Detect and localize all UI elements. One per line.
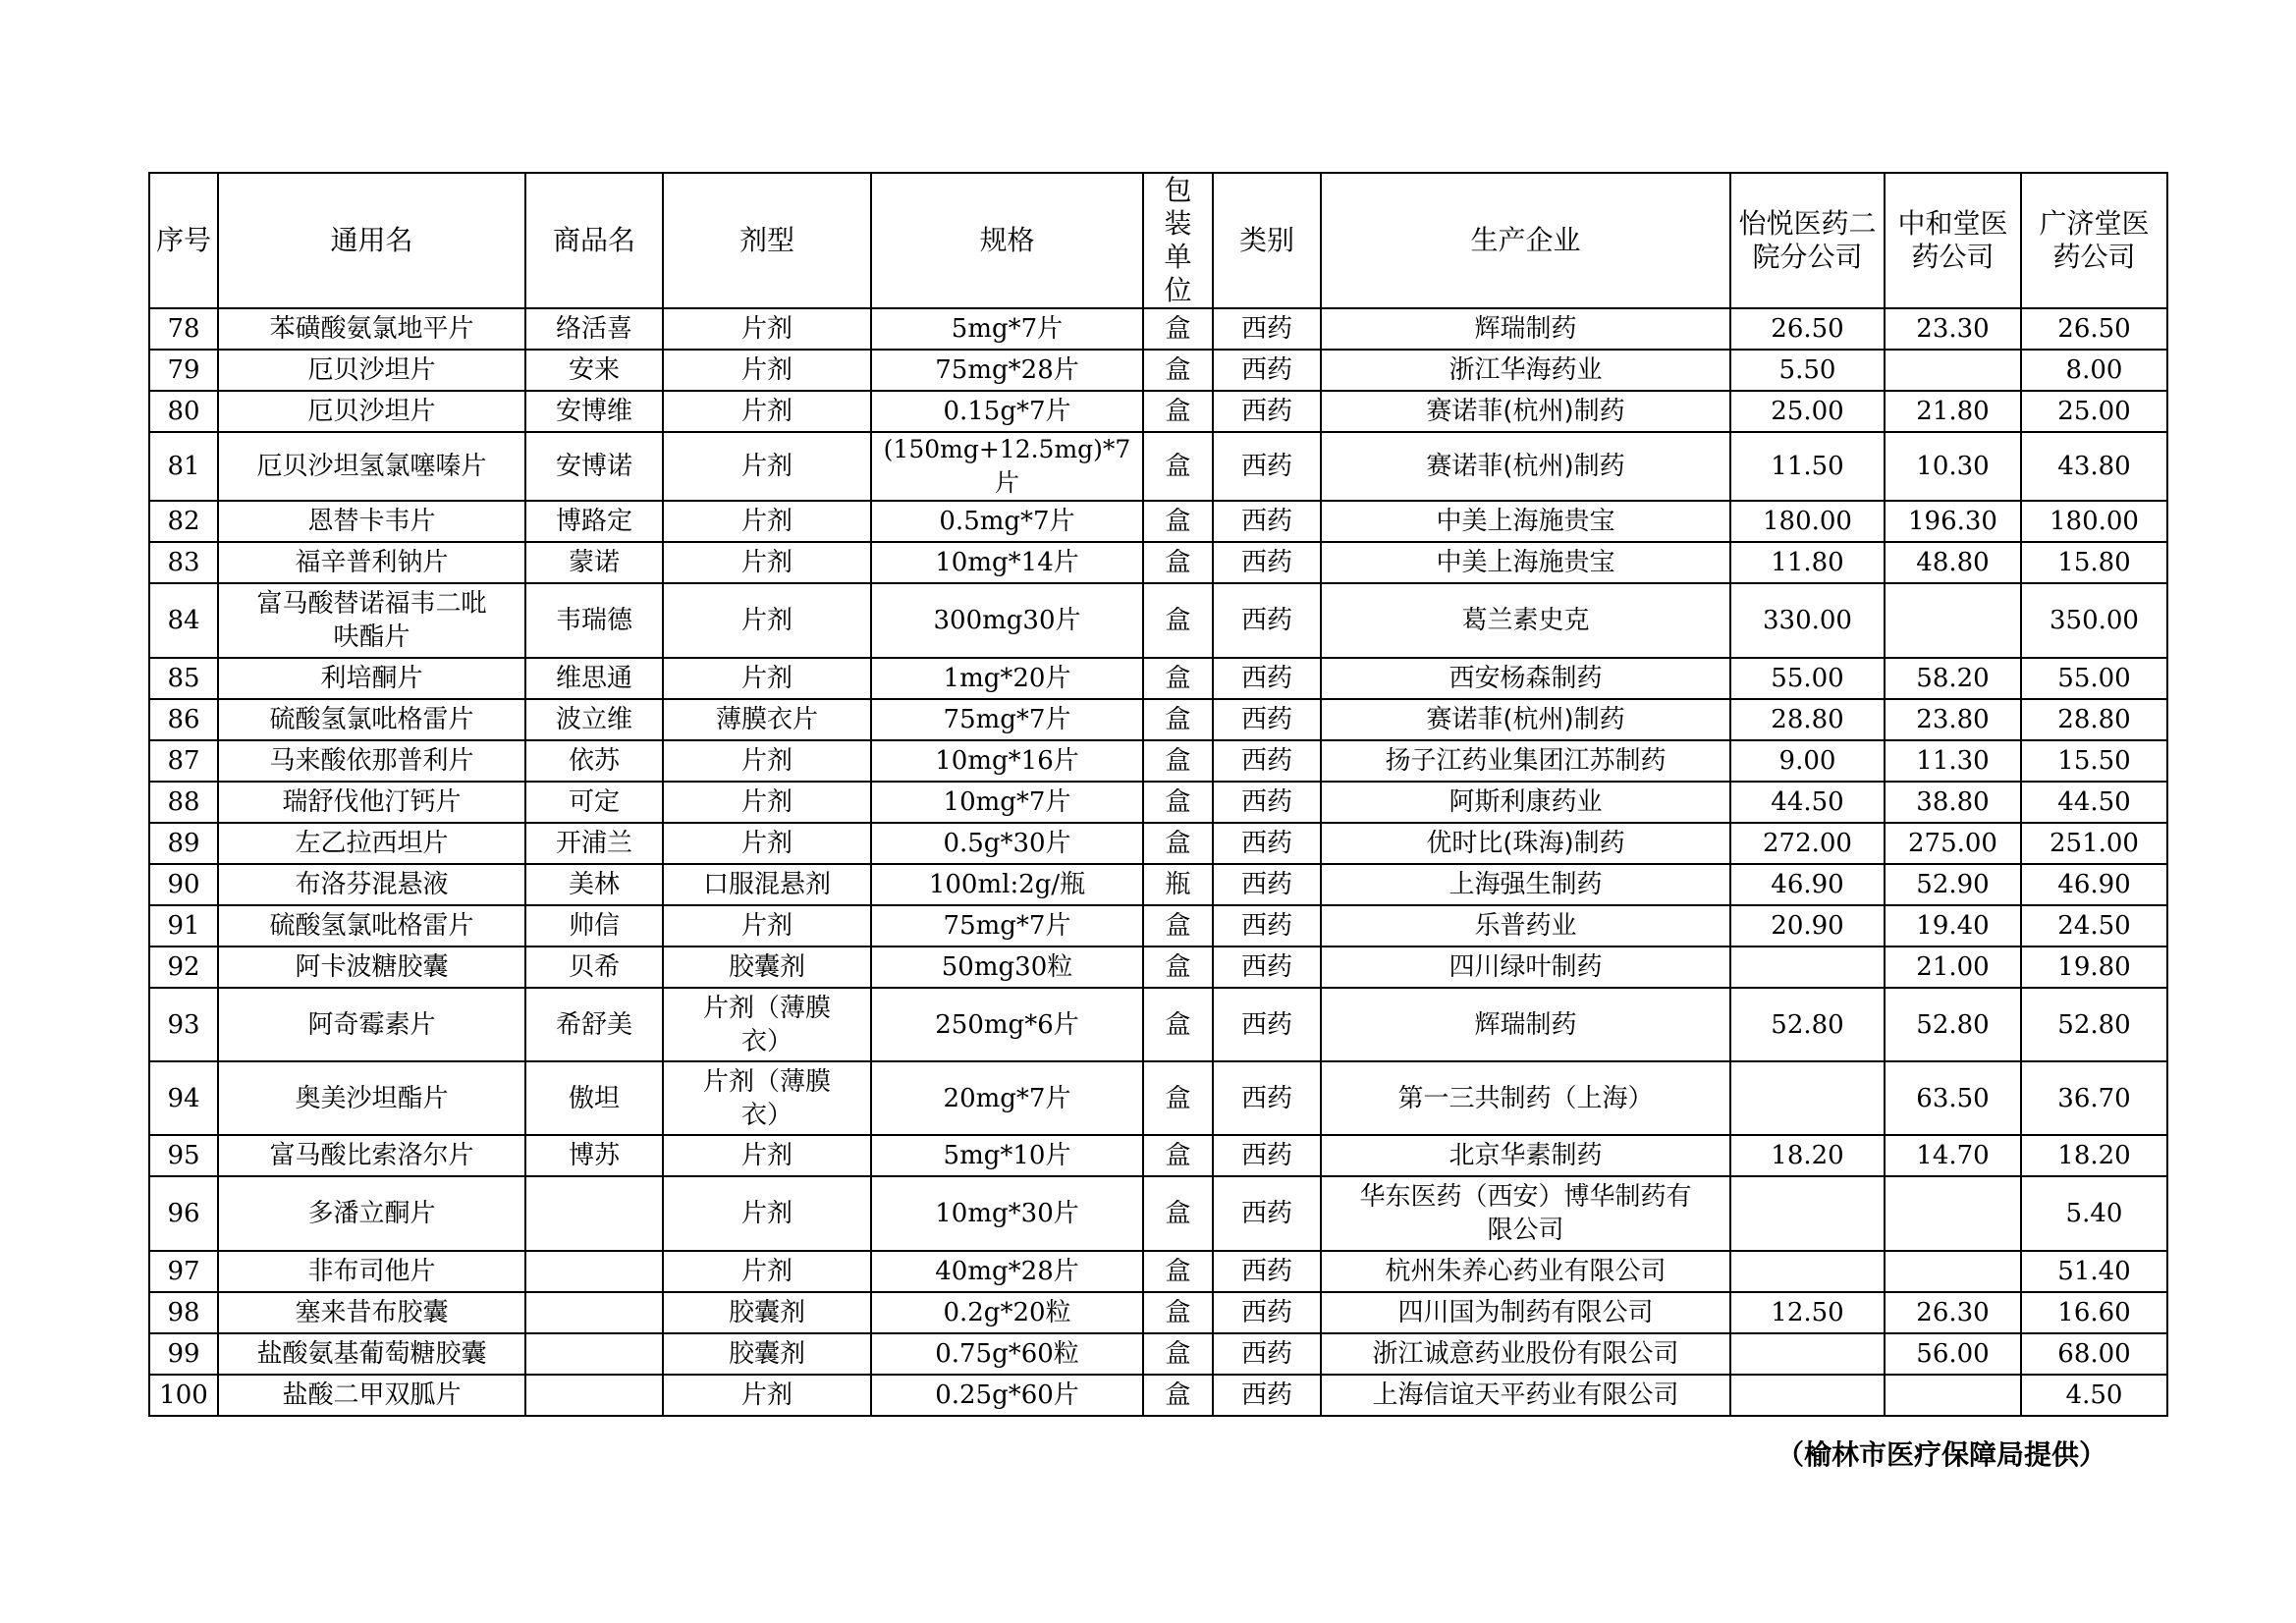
cell-price-zhonghetang: 196.30 (1885, 501, 2021, 542)
header-price-yiyue: 怡悦医药二院分公司 (1730, 173, 1885, 308)
cell-price-guangjitang: 26.50 (2021, 308, 2167, 350)
cell-price-zhonghetang: 52.80 (1885, 988, 2021, 1061)
cell-seq: 79 (149, 350, 218, 391)
cell-seq: 87 (149, 740, 218, 782)
cell-price-zhonghetang: 11.30 (1885, 740, 2021, 782)
header-specification: 规格 (871, 173, 1143, 308)
cell-dosage-form: 片剂 (663, 1375, 871, 1416)
table-body (149, 308, 2167, 1416)
cell-brand-name (525, 1333, 663, 1375)
cell-category: 西药 (1213, 1333, 1321, 1375)
cell-price-yiyue: 330.00 (1730, 583, 1885, 658)
cell-price-zhonghetang: 52.90 (1885, 864, 2021, 905)
cell-category: 西药 (1213, 782, 1321, 823)
table-row (149, 1251, 2167, 1292)
cell-package-unit: 盒 (1143, 432, 1213, 501)
cell-dosage-form: 胶囊剂 (663, 947, 871, 988)
cell-price-zhonghetang: 48.80 (1885, 542, 2021, 583)
cell-seq: 78 (149, 308, 218, 350)
table-row (149, 658, 2167, 699)
cell-category: 西药 (1213, 391, 1321, 432)
cell-specification: 0.5g*30片 (871, 823, 1143, 864)
header-brand-name: 商品名 (525, 173, 663, 308)
cell-generic-name: 奥美沙坦酯片 (218, 1061, 525, 1135)
cell-package-unit: 盒 (1143, 1375, 1213, 1416)
cell-specification: 75mg*7片 (871, 699, 1143, 740)
cell-price-guangjitang: 44.50 (2021, 782, 2167, 823)
cell-seq: 94 (149, 1061, 218, 1135)
table-row (149, 1375, 2167, 1416)
cell-category: 西药 (1213, 988, 1321, 1061)
cell-package-unit: 盒 (1143, 1176, 1213, 1251)
table-row (149, 1333, 2167, 1375)
cell-price-yiyue: 11.80 (1730, 542, 1885, 583)
cell-brand-name: 维思通 (525, 658, 663, 699)
cell-manufacturer: 杭州朱养心药业有限公司 (1321, 1251, 1730, 1292)
cell-seq: 83 (149, 542, 218, 583)
cell-brand-name: 波立维 (525, 699, 663, 740)
cell-package-unit: 盒 (1143, 501, 1213, 542)
cell-specification: 0.25g*60片 (871, 1375, 1143, 1416)
table-row (149, 583, 2167, 658)
cell-package-unit: 盒 (1143, 391, 1213, 432)
cell-specification: 40mg*28片 (871, 1251, 1143, 1292)
cell-dosage-form: 片剂（薄膜衣） (663, 988, 871, 1061)
cell-manufacturer: 四川国为制药有限公司 (1321, 1292, 1730, 1333)
cell-price-zhonghetang (1885, 350, 2021, 391)
cell-brand-name: 帅信 (525, 905, 663, 947)
table-row (149, 864, 2167, 905)
cell-seq: 93 (149, 988, 218, 1061)
cell-package-unit: 盒 (1143, 1135, 1213, 1176)
cell-category: 西药 (1213, 542, 1321, 583)
cell-package-unit: 盒 (1143, 947, 1213, 988)
cell-seq: 81 (149, 432, 218, 501)
table-row (149, 391, 2167, 432)
cell-package-unit: 盒 (1143, 823, 1213, 864)
cell-generic-name: 厄贝沙坦片 (218, 391, 525, 432)
cell-dosage-form: 片剂 (663, 658, 871, 699)
cell-price-guangjitang: 251.00 (2021, 823, 2167, 864)
cell-seq: 84 (149, 583, 218, 658)
cell-brand-name: 依苏 (525, 740, 663, 782)
cell-price-yiyue (1730, 1061, 1885, 1135)
cell-brand-name: 安博诺 (525, 432, 663, 501)
cell-price-guangjitang: 43.80 (2021, 432, 2167, 501)
table-row (149, 782, 2167, 823)
cell-price-zhonghetang: 38.80 (1885, 782, 2021, 823)
cell-price-guangjitang: 8.00 (2021, 350, 2167, 391)
cell-package-unit: 盒 (1143, 1251, 1213, 1292)
cell-seq: 91 (149, 905, 218, 947)
cell-price-guangjitang: 350.00 (2021, 583, 2167, 658)
cell-package-unit: 盒 (1143, 583, 1213, 658)
cell-category: 西药 (1213, 501, 1321, 542)
cell-category: 西药 (1213, 699, 1321, 740)
cell-price-yiyue: 55.00 (1730, 658, 1885, 699)
cell-generic-name: 瑞舒伐他汀钙片 (218, 782, 525, 823)
cell-specification: (150mg+12.5mg)*7片 (871, 432, 1143, 501)
cell-generic-name: 厄贝沙坦片 (218, 350, 525, 391)
cell-price-guangjitang: 4.50 (2021, 1375, 2167, 1416)
cell-category: 西药 (1213, 1135, 1321, 1176)
cell-specification: 10mg*7片 (871, 782, 1143, 823)
cell-package-unit: 盒 (1143, 308, 1213, 350)
cell-brand-name: 美林 (525, 864, 663, 905)
table-row (149, 699, 2167, 740)
cell-generic-name: 福辛普利钠片 (218, 542, 525, 583)
cell-category: 西药 (1213, 1292, 1321, 1333)
cell-specification: 75mg*7片 (871, 905, 1143, 947)
cell-price-guangjitang: 180.00 (2021, 501, 2167, 542)
cell-brand-name: 蒙诺 (525, 542, 663, 583)
cell-generic-name: 布洛芬混悬液 (218, 864, 525, 905)
cell-manufacturer: 赛诺菲(杭州)制药 (1321, 699, 1730, 740)
cell-category: 西药 (1213, 308, 1321, 350)
table-row (149, 988, 2167, 1061)
header-package-unit: 包装单位 (1143, 173, 1213, 308)
cell-price-yiyue: 26.50 (1730, 308, 1885, 350)
cell-manufacturer: 赛诺菲(杭州)制药 (1321, 432, 1730, 501)
cell-price-guangjitang: 68.00 (2021, 1333, 2167, 1375)
cell-manufacturer: 葛兰素史克 (1321, 583, 1730, 658)
cell-price-guangjitang: 15.50 (2021, 740, 2167, 782)
cell-manufacturer: 四川绿叶制药 (1321, 947, 1730, 988)
cell-manufacturer: 第一三共制药（上海） (1321, 1061, 1730, 1135)
header-category: 类别 (1213, 173, 1321, 308)
cell-seq: 98 (149, 1292, 218, 1333)
cell-price-guangjitang: 15.80 (2021, 542, 2167, 583)
cell-specification: 50mg30粒 (871, 947, 1143, 988)
cell-brand-name: 安博维 (525, 391, 663, 432)
cell-manufacturer: 浙江华海药业 (1321, 350, 1730, 391)
cell-manufacturer: 中美上海施贵宝 (1321, 501, 1730, 542)
cell-brand-name (525, 1292, 663, 1333)
cell-price-zhonghetang (1885, 1251, 2021, 1292)
cell-brand-name: 傲坦 (525, 1061, 663, 1135)
cell-package-unit: 盒 (1143, 658, 1213, 699)
cell-generic-name: 富马酸比索洛尔片 (218, 1135, 525, 1176)
cell-manufacturer: 赛诺菲(杭州)制药 (1321, 391, 1730, 432)
cell-specification: 0.15g*7片 (871, 391, 1143, 432)
cell-manufacturer: 中美上海施贵宝 (1321, 542, 1730, 583)
cell-price-guangjitang: 19.80 (2021, 947, 2167, 988)
cell-price-zhonghetang: 23.30 (1885, 308, 2021, 350)
cell-package-unit: 盒 (1143, 1061, 1213, 1135)
cell-generic-name: 恩替卡韦片 (218, 501, 525, 542)
cell-package-unit: 盒 (1143, 350, 1213, 391)
cell-dosage-form: 片剂 (663, 740, 871, 782)
header-dosage-form: 剂型 (663, 173, 871, 308)
cell-dosage-form: 片剂 (663, 542, 871, 583)
cell-generic-name: 富马酸替诺福韦二吡呋酯片 (218, 583, 525, 658)
cell-seq: 82 (149, 501, 218, 542)
cell-generic-name: 厄贝沙坦氢氯噻嗪片 (218, 432, 525, 501)
table-row (149, 947, 2167, 988)
header-row (149, 173, 2167, 308)
cell-category: 西药 (1213, 350, 1321, 391)
cell-price-guangjitang: 51.40 (2021, 1251, 2167, 1292)
cell-price-yiyue: 52.80 (1730, 988, 1885, 1061)
cell-seq: 85 (149, 658, 218, 699)
cell-specification: 5mg*10片 (871, 1135, 1143, 1176)
cell-brand-name: 博苏 (525, 1135, 663, 1176)
cell-manufacturer: 阿斯利康药业 (1321, 782, 1730, 823)
cell-seq: 96 (149, 1176, 218, 1251)
cell-price-yiyue: 25.00 (1730, 391, 1885, 432)
cell-seq: 89 (149, 823, 218, 864)
cell-price-guangjitang: 28.80 (2021, 699, 2167, 740)
cell-dosage-form: 胶囊剂 (663, 1333, 871, 1375)
cell-brand-name: 贝希 (525, 947, 663, 988)
cell-manufacturer: 上海强生制药 (1321, 864, 1730, 905)
cell-seq: 99 (149, 1333, 218, 1375)
cell-price-guangjitang: 18.20 (2021, 1135, 2167, 1176)
cell-category: 西药 (1213, 1375, 1321, 1416)
cell-price-yiyue: 272.00 (1730, 823, 1885, 864)
cell-brand-name: 开浦兰 (525, 823, 663, 864)
cell-generic-name: 左乙拉西坦片 (218, 823, 525, 864)
cell-dosage-form: 片剂 (663, 905, 871, 947)
cell-price-guangjitang: 36.70 (2021, 1061, 2167, 1135)
cell-generic-name: 盐酸二甲双胍片 (218, 1375, 525, 1416)
cell-price-yiyue (1730, 1251, 1885, 1292)
cell-category: 西药 (1213, 1176, 1321, 1251)
cell-generic-name: 利培酮片 (218, 658, 525, 699)
header-price-guangjitang: 广济堂医药公司 (2021, 173, 2167, 308)
cell-generic-name: 阿卡波糖胶囊 (218, 947, 525, 988)
cell-generic-name: 非布司他片 (218, 1251, 525, 1292)
cell-category: 西药 (1213, 658, 1321, 699)
cell-dosage-form: 片剂 (663, 308, 871, 350)
cell-package-unit: 瓶 (1143, 864, 1213, 905)
cell-manufacturer: 华东医药（西安）博华制药有限公司 (1321, 1176, 1730, 1251)
cell-specification: 0.75g*60粒 (871, 1333, 1143, 1375)
cell-specification: 75mg*28片 (871, 350, 1143, 391)
cell-seq: 92 (149, 947, 218, 988)
price-table-sheet (148, 172, 2166, 1417)
cell-brand-name (525, 1251, 663, 1292)
cell-price-yiyue: 20.90 (1730, 905, 1885, 947)
cell-price-yiyue: 28.80 (1730, 699, 1885, 740)
cell-generic-name: 马来酸依那普利片 (218, 740, 525, 782)
cell-specification: 100ml:2g/瓶 (871, 864, 1143, 905)
cell-manufacturer: 北京华素制药 (1321, 1135, 1730, 1176)
cell-price-yiyue: 11.50 (1730, 432, 1885, 501)
table-row (149, 1292, 2167, 1333)
cell-specification: 10mg*30片 (871, 1176, 1143, 1251)
cell-specification: 20mg*7片 (871, 1061, 1143, 1135)
cell-seq: 95 (149, 1135, 218, 1176)
cell-price-yiyue: 5.50 (1730, 350, 1885, 391)
cell-seq: 86 (149, 699, 218, 740)
cell-price-zhonghetang: 21.00 (1885, 947, 2021, 988)
cell-price-zhonghetang: 56.00 (1885, 1333, 2021, 1375)
cell-price-zhonghetang: 63.50 (1885, 1061, 2021, 1135)
cell-price-guangjitang: 24.50 (2021, 905, 2167, 947)
cell-dosage-form: 片剂 (663, 823, 871, 864)
cell-price-guangjitang: 52.80 (2021, 988, 2167, 1061)
table-row (149, 542, 2167, 583)
cell-category: 西药 (1213, 947, 1321, 988)
cell-manufacturer: 西安杨森制药 (1321, 658, 1730, 699)
table-row (149, 1135, 2167, 1176)
cell-price-yiyue (1730, 1375, 1885, 1416)
cell-specification: 0.2g*20粒 (871, 1292, 1143, 1333)
cell-package-unit: 盒 (1143, 1292, 1213, 1333)
cell-specification: 10mg*16片 (871, 740, 1143, 782)
cell-price-yiyue (1730, 1333, 1885, 1375)
cell-price-yiyue: 180.00 (1730, 501, 1885, 542)
cell-price-yiyue: 12.50 (1730, 1292, 1885, 1333)
cell-price-zhonghetang: 23.80 (1885, 699, 2021, 740)
cell-brand-name: 韦瑞德 (525, 583, 663, 658)
cell-package-unit: 盒 (1143, 988, 1213, 1061)
header-seq: 序号 (149, 173, 218, 308)
cell-specification: 10mg*14片 (871, 542, 1143, 583)
cell-specification: 5mg*7片 (871, 308, 1143, 350)
cell-category: 西药 (1213, 432, 1321, 501)
cell-dosage-form: 片剂 (663, 1176, 871, 1251)
cell-dosage-form: 片剂 (663, 391, 871, 432)
cell-specification: 0.5mg*7片 (871, 501, 1143, 542)
header-price-zhonghetang: 中和堂医药公司 (1885, 173, 2021, 308)
cell-generic-name: 盐酸氨基葡萄糖胶囊 (218, 1333, 525, 1375)
cell-dosage-form: 片剂 (663, 1135, 871, 1176)
cell-price-guangjitang: 46.90 (2021, 864, 2167, 905)
cell-package-unit: 盒 (1143, 905, 1213, 947)
cell-generic-name: 多潘立酮片 (218, 1176, 525, 1251)
cell-dosage-form: 胶囊剂 (663, 1292, 871, 1333)
cell-price-zhonghetang: 21.80 (1885, 391, 2021, 432)
table-row (149, 740, 2167, 782)
cell-brand-name: 可定 (525, 782, 663, 823)
cell-package-unit: 盒 (1143, 699, 1213, 740)
cell-generic-name: 阿奇霉素片 (218, 988, 525, 1061)
cell-seq: 88 (149, 782, 218, 823)
cell-price-zhonghetang: 14.70 (1885, 1135, 2021, 1176)
cell-seq: 97 (149, 1251, 218, 1292)
cell-manufacturer: 优时比(珠海)制药 (1321, 823, 1730, 864)
cell-brand-name: 博路定 (525, 501, 663, 542)
cell-price-zhonghetang: 19.40 (1885, 905, 2021, 947)
cell-specification: 300mg30片 (871, 583, 1143, 658)
cell-price-zhonghetang (1885, 1176, 2021, 1251)
cell-generic-name: 硫酸氢氯吡格雷片 (218, 699, 525, 740)
cell-price-yiyue (1730, 1176, 1885, 1251)
cell-price-yiyue: 46.90 (1730, 864, 1885, 905)
header-manufacturer: 生产企业 (1321, 173, 1730, 308)
cell-package-unit: 盒 (1143, 1333, 1213, 1375)
cell-brand-name: 希舒美 (525, 988, 663, 1061)
cell-category: 西药 (1213, 1251, 1321, 1292)
cell-price-zhonghetang (1885, 583, 2021, 658)
cell-price-yiyue: 44.50 (1730, 782, 1885, 823)
cell-manufacturer: 扬子江药业集团江苏制药 (1321, 740, 1730, 782)
cell-package-unit: 盒 (1143, 740, 1213, 782)
cell-category: 西药 (1213, 864, 1321, 905)
cell-category: 西药 (1213, 905, 1321, 947)
cell-manufacturer: 辉瑞制药 (1321, 308, 1730, 350)
cell-seq: 100 (149, 1375, 218, 1416)
cell-price-yiyue: 9.00 (1730, 740, 1885, 782)
cell-manufacturer: 浙江诚意药业股份有限公司 (1321, 1333, 1730, 1375)
table-row (149, 432, 2167, 501)
cell-price-guangjitang: 16.60 (2021, 1292, 2167, 1333)
cell-brand-name: 络活喜 (525, 308, 663, 350)
cell-price-guangjitang: 25.00 (2021, 391, 2167, 432)
cell-price-zhonghetang: 10.30 (1885, 432, 2021, 501)
cell-seq: 90 (149, 864, 218, 905)
table-row (149, 308, 2167, 350)
cell-dosage-form: 片剂 (663, 1251, 871, 1292)
cell-manufacturer: 辉瑞制药 (1321, 988, 1730, 1061)
cell-generic-name: 塞来昔布胶囊 (218, 1292, 525, 1333)
cell-dosage-form: 片剂 (663, 583, 871, 658)
cell-dosage-form: 片剂 (663, 350, 871, 391)
table-row (149, 905, 2167, 947)
cell-category: 西药 (1213, 823, 1321, 864)
cell-package-unit: 盒 (1143, 782, 1213, 823)
cell-price-yiyue (1730, 947, 1885, 988)
table-row (149, 823, 2167, 864)
cell-dosage-form: 薄膜衣片 (663, 699, 871, 740)
cell-price-yiyue: 18.20 (1730, 1135, 1885, 1176)
cell-price-zhonghetang: 275.00 (1885, 823, 2021, 864)
drug-price-table (148, 172, 2168, 1417)
cell-generic-name: 苯磺酸氨氯地平片 (218, 308, 525, 350)
cell-dosage-form: 口服混悬剂 (663, 864, 871, 905)
cell-price-guangjitang: 5.40 (2021, 1176, 2167, 1251)
cell-package-unit: 盒 (1143, 542, 1213, 583)
cell-category: 西药 (1213, 1061, 1321, 1135)
cell-category: 西药 (1213, 740, 1321, 782)
cell-dosage-form: 片剂（薄膜衣） (663, 1061, 871, 1135)
cell-brand-name: 安来 (525, 350, 663, 391)
header-generic-name: 通用名 (218, 173, 525, 308)
cell-manufacturer: 上海信谊天平药业有限公司 (1321, 1375, 1730, 1416)
cell-specification: 1mg*20片 (871, 658, 1143, 699)
cell-manufacturer: 乐普药业 (1321, 905, 1730, 947)
cell-category: 西药 (1213, 583, 1321, 658)
table-row (149, 501, 2167, 542)
cell-price-guangjitang: 55.00 (2021, 658, 2167, 699)
cell-price-zhonghetang: 26.30 (1885, 1292, 2021, 1333)
cell-specification: 250mg*6片 (871, 988, 1143, 1061)
cell-generic-name: 硫酸氢氯吡格雷片 (218, 905, 525, 947)
table-row (149, 1061, 2167, 1135)
cell-brand-name (525, 1375, 663, 1416)
table-row (149, 350, 2167, 391)
cell-dosage-form: 片剂 (663, 501, 871, 542)
cell-seq: 80 (149, 391, 218, 432)
cell-dosage-form: 片剂 (663, 782, 871, 823)
cell-price-zhonghetang (1885, 1375, 2021, 1416)
cell-dosage-form: 片剂 (663, 432, 871, 501)
table-row (149, 1176, 2167, 1251)
source-note: （榆林市医疗保障局提供） (1776, 1438, 2106, 1471)
cell-brand-name (525, 1176, 663, 1251)
cell-price-zhonghetang: 58.20 (1885, 658, 2021, 699)
